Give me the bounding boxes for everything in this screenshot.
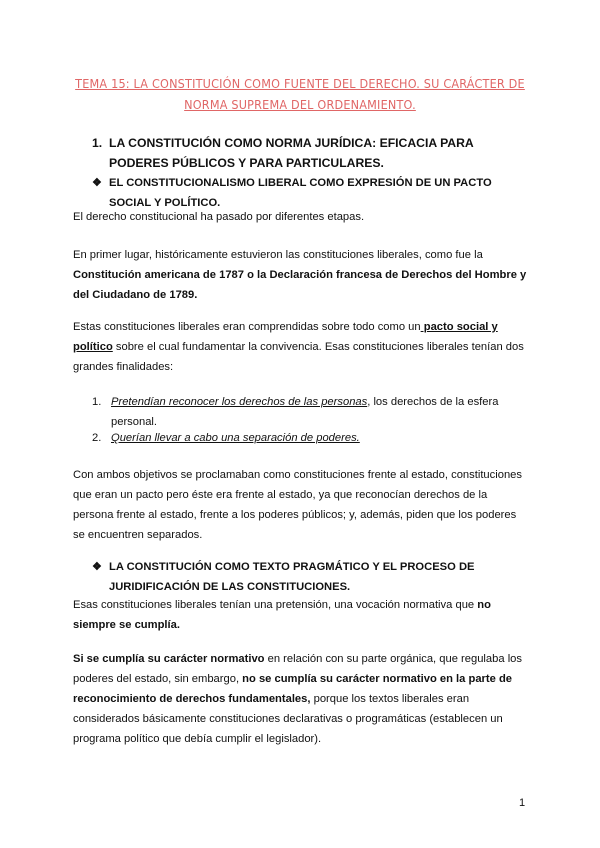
list-item-emphasis: Pretendían reconocer los derechos de las personas (111, 396, 368, 408)
list-item-text: , los derechos de la esfera personal. (111, 396, 499, 428)
paragraph-2 (73, 245, 528, 305)
paragraph-3-text-rest: sobre el cual fundamentar la convivencia. Esas constituciones liberales tenían dos grandes finalidades: (73, 341, 524, 373)
paragraph-6 (73, 649, 528, 749)
paragraph-3-text: Estas constituciones liberales eran comprendidas sobre todo como un (73, 321, 421, 333)
list-item (92, 392, 532, 432)
paragraph-3 (73, 317, 528, 377)
diamond-bullet-icon: ❖ (92, 177, 102, 189)
subsection-heading-text: LA CONSTITUCIÓN COMO TEXTO PRAGMÁTICO Y EL PROCESO DE JURIDIFICACIÓN DE LAS CONSTITUCIONES. (109, 561, 475, 593)
subsection-heading-2 (92, 557, 532, 597)
section-number: 1. (92, 136, 103, 150)
subsection-heading-text: EL CONSTITUCIONALISMO LIBERAL COMO EXPRESIÓN DE UN PACTO SOCIAL Y POLÍTICO. (109, 177, 492, 209)
paragraph-6-text-rest: porque los textos liberales eran considerados básicamente constituciones declarativas o programáticas (establecen un programa político que debía cumplir el legislador). (73, 693, 503, 745)
paragraph-4: Con ambos objetivos se proclamaban como constituciones frente al estado, constituciones que eran un pacto pero éste era frente al estado, ya que reconocían derechos de la persona frente al estado, frente a los poderes públicos; y, además, piden que los poderes se encuentren separados. (73, 469, 522, 541)
diamond-bullet-icon: ❖ (92, 561, 102, 573)
page-title: TEMA 15: LA CONSTITUCIÓN COMO FUENTE DEL DERECHO. SU CARÁCTER DE NORMA SUPREMA DEL ORDENAMIENTO. (75, 76, 525, 112)
paragraph-5 (73, 595, 528, 635)
page-number: 1 (519, 797, 526, 809)
paragraph-6-text: en relación con su parte orgánica, que regulaba los poderes del estado, sin embargo, (73, 653, 522, 685)
list-item-number: 1. (92, 396, 102, 408)
paragraph-3-bold-underline: pacto social y político (73, 321, 498, 353)
section-heading-text: LA CONSTITUCIÓN COMO NORMA JURÍDICA: EFICACIA PARA PODERES PÚBLICOS Y PARA PARTICULARES. (109, 136, 474, 170)
paragraph-2-bold: Constitución americana de 1787 o la Declaración francesa de Derechos del Hombre y del Ciudadano de 1789. (73, 269, 527, 301)
list-item-number: 2. (92, 432, 102, 444)
paragraph-6-bold: Si se cumplía su carácter normativo (73, 653, 265, 665)
paragraph-5-bold: no siempre se cumplía. (73, 599, 491, 631)
section-heading-1 (92, 133, 532, 173)
paragraph-5-text: Esas constituciones liberales tenían una pretensión, una vocación normativa que (73, 599, 478, 611)
paragraph-2-text: En primer lugar, históricamente estuvieron las constituciones liberales, como fue la (73, 249, 483, 261)
list-item-emphasis: Querían llevar a cabo una separación de poderes. (111, 432, 360, 444)
list-item (92, 428, 532, 448)
paragraph-6-bold-2: no se cumplía su carácter normativo en la parte de reconocimiento de derechos fundamentales, (73, 673, 513, 705)
paragraph-1: El derecho constitucional ha pasado por diferentes etapas. (73, 211, 365, 223)
